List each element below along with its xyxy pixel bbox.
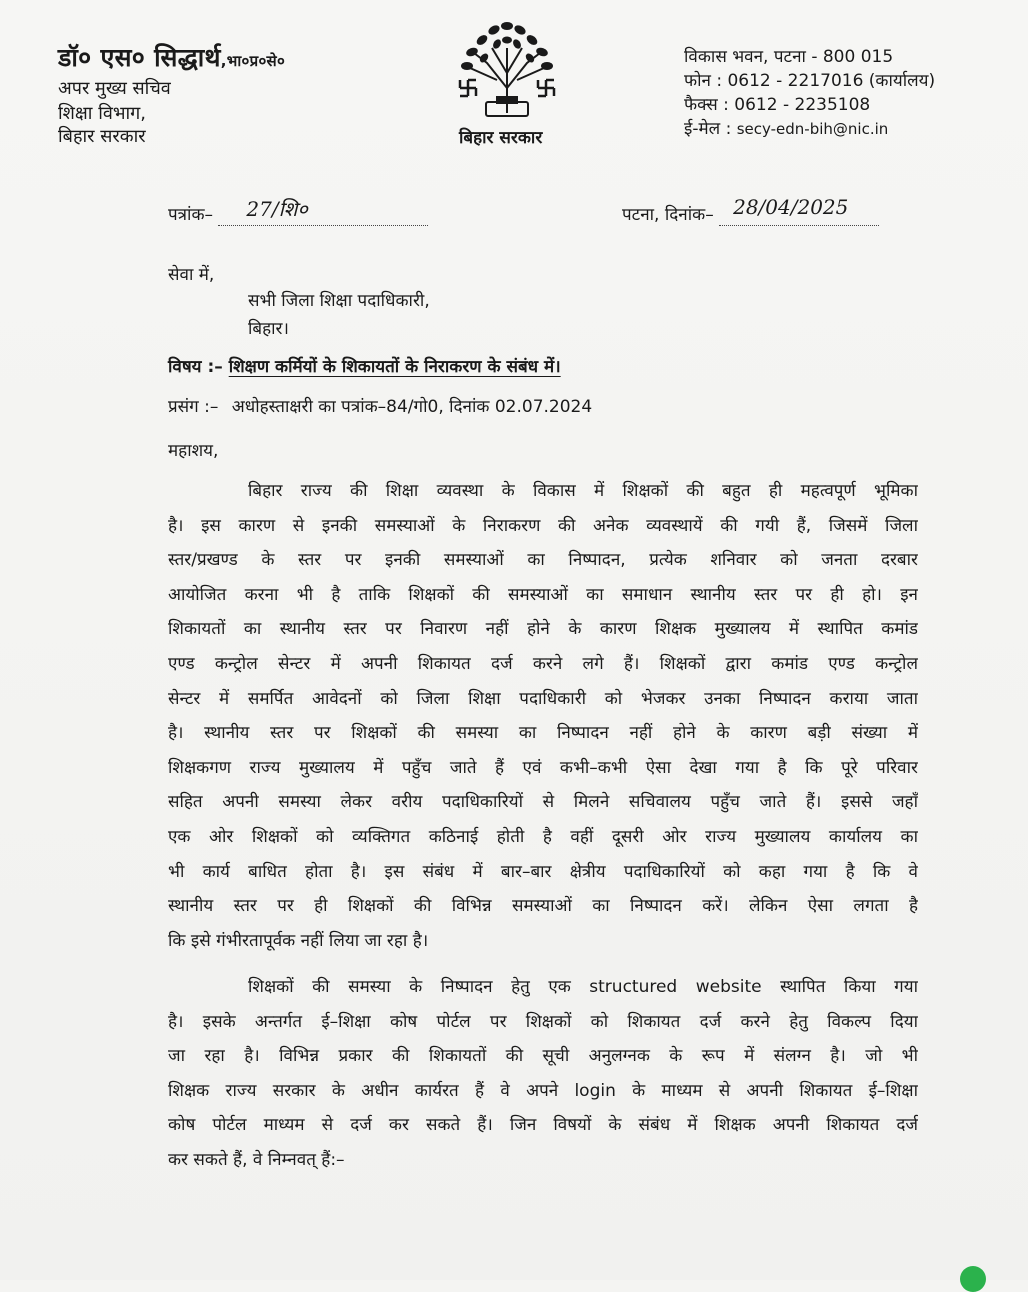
letter-number-value: 27/शि० xyxy=(246,197,308,221)
paragraph-1-line: है। इस कारण से इनकी समस्याओं के निराकरण की अनेक व्यवस्थायें की गयी हैं, जिसमें जिला xyxy=(168,515,918,536)
sender-name-text: डॉ० एस० सिद्धार्थ xyxy=(58,43,221,72)
paragraph-1-line: शिकायतों का स्थानीय स्तर पर निवारण नहीं होने के कारण शिक्षक मुख्यालय में स्थापित कमांड xyxy=(168,619,918,640)
addressee-line-1: सभी जिला शिक्षा पदाधिकारी, xyxy=(248,291,430,311)
office-address: विकास भवन, पटना - 800 015 xyxy=(684,47,894,67)
sender-government: बिहार सरकार xyxy=(58,126,146,147)
emblem-caption: बिहार सरकार xyxy=(459,128,543,148)
salutation-to: सेवा में, xyxy=(168,265,215,285)
paragraph-2-line: शिक्षकों की समस्या के निष्पादन हेतु एक structured website स्थापित किया गया xyxy=(248,977,918,997)
paragraph-1-line: एण्ड कन्ट्रोल सेन्टर में अपनी शिकायत दर्ज करने लगे हैं। शिक्षकों द्वारा कमांड एण्ड कन्ट्रोल xyxy=(168,653,918,674)
subject xyxy=(168,354,561,377)
reference-label: प्रसंग :– xyxy=(168,397,219,417)
office-fax: फैक्स : 0612 - 2235108 xyxy=(684,95,871,115)
reference xyxy=(168,394,592,417)
letter-date-line xyxy=(719,195,879,226)
subject-label: विषय :– xyxy=(168,357,223,377)
email-address: secy-edn-bih@nic.in xyxy=(736,120,889,138)
greeting: महाशय, xyxy=(168,441,219,461)
letter-number-label: पत्रांक– xyxy=(168,205,213,225)
paragraph-1-line: आयोजित करना भी है ताकि शिक्षकों की समस्याओं का समाधान स्थानीय स्तर पर ही हो। इन xyxy=(168,584,918,605)
paragraph-1-line: स्तर/प्रखण्ड के स्तर पर इनकी समस्याओं का निष्पादन, प्रत्येक शनिवार को जनता दरबार xyxy=(168,550,918,571)
sender-name xyxy=(58,40,285,74)
paragraph-2-line: कोष पोर्टल माध्यम से दर्ज कर सकते हैं। जिन विषयों के संबंध में शिक्षक अपनी शिकायत दर्ज xyxy=(168,1115,918,1136)
paragraph-2-line: शिक्षक राज्य सरकार के अधीन कार्यरत हैं वे अपने login के माध्यम से अपनी शिकायत ई–शिक्षा xyxy=(168,1080,918,1101)
letter-date-label: पटना, दिनांक– xyxy=(622,205,714,225)
office-email xyxy=(684,116,888,139)
paragraph-1-line: शिक्षकगण राज्य मुख्यालय में पहुँच जाते हैं एवं कभी–कभी ऐसा देखा गया है कि पूरे परिवार xyxy=(168,757,918,778)
letter-date xyxy=(622,195,879,226)
paragraph-1 xyxy=(168,474,918,958)
paragraph-2 xyxy=(168,970,918,1178)
letter-number xyxy=(168,197,428,226)
reference-text: अधोहस्ताक्षरी का पत्रांक–84/गो0, दिनांक 02.07.2024 xyxy=(231,397,593,417)
letter-number-line xyxy=(218,197,428,226)
paragraph-2-line: है। इसके अन्तर्गत ई–शिक्षा कोष पोर्टल पर शिक्षकों को शिकायत दर्ज करने हेतु विकल्प दिया xyxy=(168,1011,918,1032)
letter-date-value: 28/04/2025 xyxy=(733,195,849,219)
paragraph-1-line: है। स्थानीय स्तर पर शिक्षकों की समस्या का निष्पादन नहीं होने के कारण बड़ी संख्या में xyxy=(168,723,918,744)
sender-designation: अपर मुख्य सचिव xyxy=(58,78,171,99)
addressee-line-2: बिहार। xyxy=(248,319,289,339)
office-phone: फोन : 0612 - 2217016 (कार्यालय) xyxy=(684,71,936,91)
paragraph-1-line: सहित अपनी समस्या लेकर वरीय पदाधिकारियों से मिलने सचिवालय पहुँच जाते हैं। इससे जहाँ xyxy=(168,792,918,813)
paragraph-1-line: भी कार्य बाधित होता है। इस संबंध में बार–बार क्षेत्रीय पदाधिकारियों को कहा गया है कि वे xyxy=(168,861,918,882)
paragraph-1-line: एक ओर शिक्षकों को व्यक्तिगत कठिनाई होती है वहीं दूसरी ओर राज्य मुख्यालय कार्यालय का xyxy=(168,826,918,847)
paragraph-2-line: जा रहा है। विभिन्न प्रकार की शिकायतों की सूची अनुलग्नक के रूप में संलग्न है। जो भी xyxy=(168,1046,918,1067)
paragraph-1-line: स्थानीय स्तर पर ही शिक्षकों की विभिन्न समस्याओं का निष्पादन करें। लेकिन ऐसा लगता है xyxy=(168,896,918,917)
paragraph-2-line: कर सकते हैं, वे निम्नवत् हैं:– xyxy=(168,1149,345,1170)
bihar-bodhi-tree-emblem-icon xyxy=(452,18,562,122)
paragraph-1-line: बिहार राज्य की शिक्षा व्यवस्था के विकास में शिक्षकों की बहुत ही महत्वपूर्ण भूमिका xyxy=(248,481,918,501)
email-label: ई-मेल : xyxy=(684,119,732,139)
paragraph-1-line: कि इसे गंभीरतापूर्वक नहीं लिया जा रहा है। xyxy=(168,930,429,951)
subject-text: शिक्षण कर्मियों के शिकायतों के निराकरण के संबंध में। xyxy=(228,357,561,377)
corner-status-dot xyxy=(960,1266,986,1292)
paragraph-1-line: सेन्टर में समर्पित आवेदनों को जिला शिक्षा पदाधिकारी को भेजकर उनका निष्पादन कराया जाता xyxy=(168,688,918,709)
sender-degree: ,भा०प्र०से० xyxy=(220,52,286,70)
sender-department: शिक्षा विभाग, xyxy=(58,103,147,124)
